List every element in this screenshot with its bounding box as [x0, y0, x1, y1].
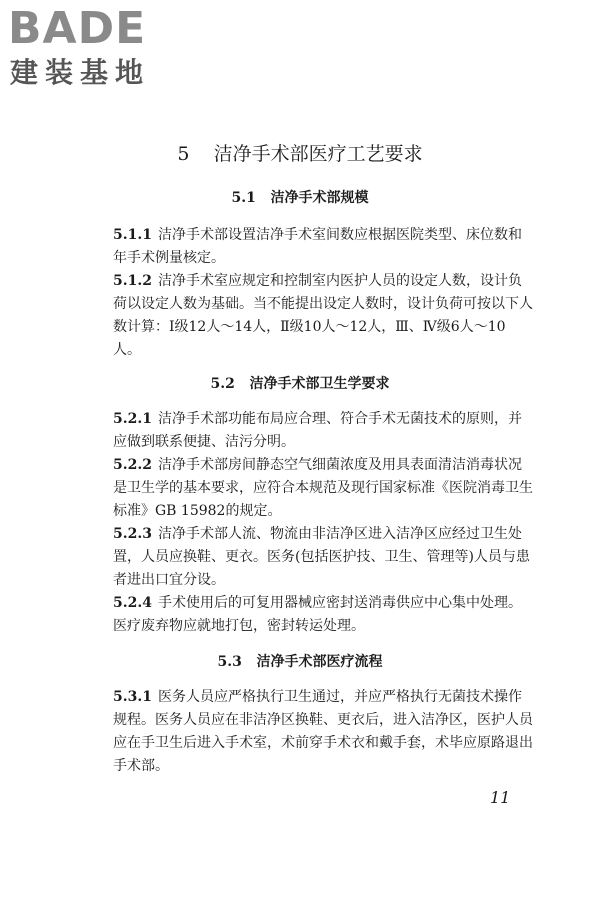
clause-text: 洁净手术部功能布局应合理、符合手术无菌技术的原则，并应做到联系便捷、洁污分明。 — [113, 411, 522, 450]
section-heading: 洁净手术部卫生学要求 — [249, 376, 390, 392]
section-number: 5.2 — [210, 376, 235, 392]
chapter-number: 5 — [177, 143, 190, 165]
clause-text: 洁净手术部设置洁净手术室间数应根据医院类型、床位数和年手术例量核定。 — [113, 227, 522, 266]
chapter-title — [0, 140, 600, 168]
section-title-5-3 — [0, 650, 600, 674]
clause-text: 洁净手术部房间静态空气细菌浓度及用具表面清洁消毒状况是卫生学的基本要求，应符合本规范及现行国家标准《医院消毒卫生标准》GB 15982的规定。 — [113, 457, 533, 519]
clause-5-2-2 — [113, 454, 533, 523]
clause-number: 5.2.4 — [113, 595, 152, 611]
clause-number: 5.2.3 — [113, 526, 152, 542]
clause-5-2-3 — [113, 523, 533, 592]
clause-5-3-1 — [113, 686, 533, 778]
clause-number: 5.3.1 — [113, 689, 152, 705]
page-number: 11 — [490, 788, 511, 807]
clause-5-2-4 — [113, 592, 533, 638]
clause-number: 5.2.2 — [113, 457, 152, 473]
clause-5-1-2 — [113, 270, 533, 362]
section-heading: 洁净手术部规模 — [270, 190, 369, 206]
clause-5-2-1 — [113, 408, 533, 454]
logo-subtitle: 建装基地 — [10, 56, 151, 89]
bade-logo — [8, 2, 178, 94]
clause-number: 5.1.1 — [113, 227, 152, 243]
clause-text: 洁净手术室应规定和控制室内医护人员的设定人数，设计负荷以设定人数为基础。当不能提出设定人数时，设计负荷可按以下人数计算：Ⅰ级12人～14人，Ⅱ级10人～12人，Ⅲ、Ⅳ级6人～10人。 — [113, 273, 533, 358]
clause-text: 医务人员应严格执行卫生通过，并应严格执行无菌技术操作规程。医务人员应在非洁净区换鞋、更衣后，进入洁净区，医护人员应在手卫生后进入手术室，术前穿手术衣和戴手套，术毕应原路退出手术部。 — [113, 689, 533, 774]
section-number: 5.3 — [217, 654, 242, 670]
clause-text: 洁净手术部人流、物流由非洁净区进入洁净区应经过卫生处置，人员应换鞋、更衣。医务(包括医护技、卫生、管理等)人员与患者进出口宜分设。 — [113, 526, 530, 588]
clause-number: 5.1.2 — [113, 273, 152, 289]
clause-5-1-1 — [113, 224, 533, 270]
clause-number: 5.2.1 — [113, 411, 152, 427]
logo-brand: BADE — [8, 3, 147, 54]
section-title-5-1 — [0, 186, 600, 210]
section-title-5-2 — [0, 372, 600, 396]
section-heading: 洁净手术部医疗流程 — [256, 654, 383, 670]
clause-text: 手术使用后的可复用器械应密封送消毒供应中心集中处理。医疗废弃物应就地打包，密封转运处理。 — [113, 595, 522, 634]
section-number: 5.1 — [231, 190, 256, 206]
chapter-heading: 洁净手术部医疗工艺要求 — [213, 143, 423, 165]
